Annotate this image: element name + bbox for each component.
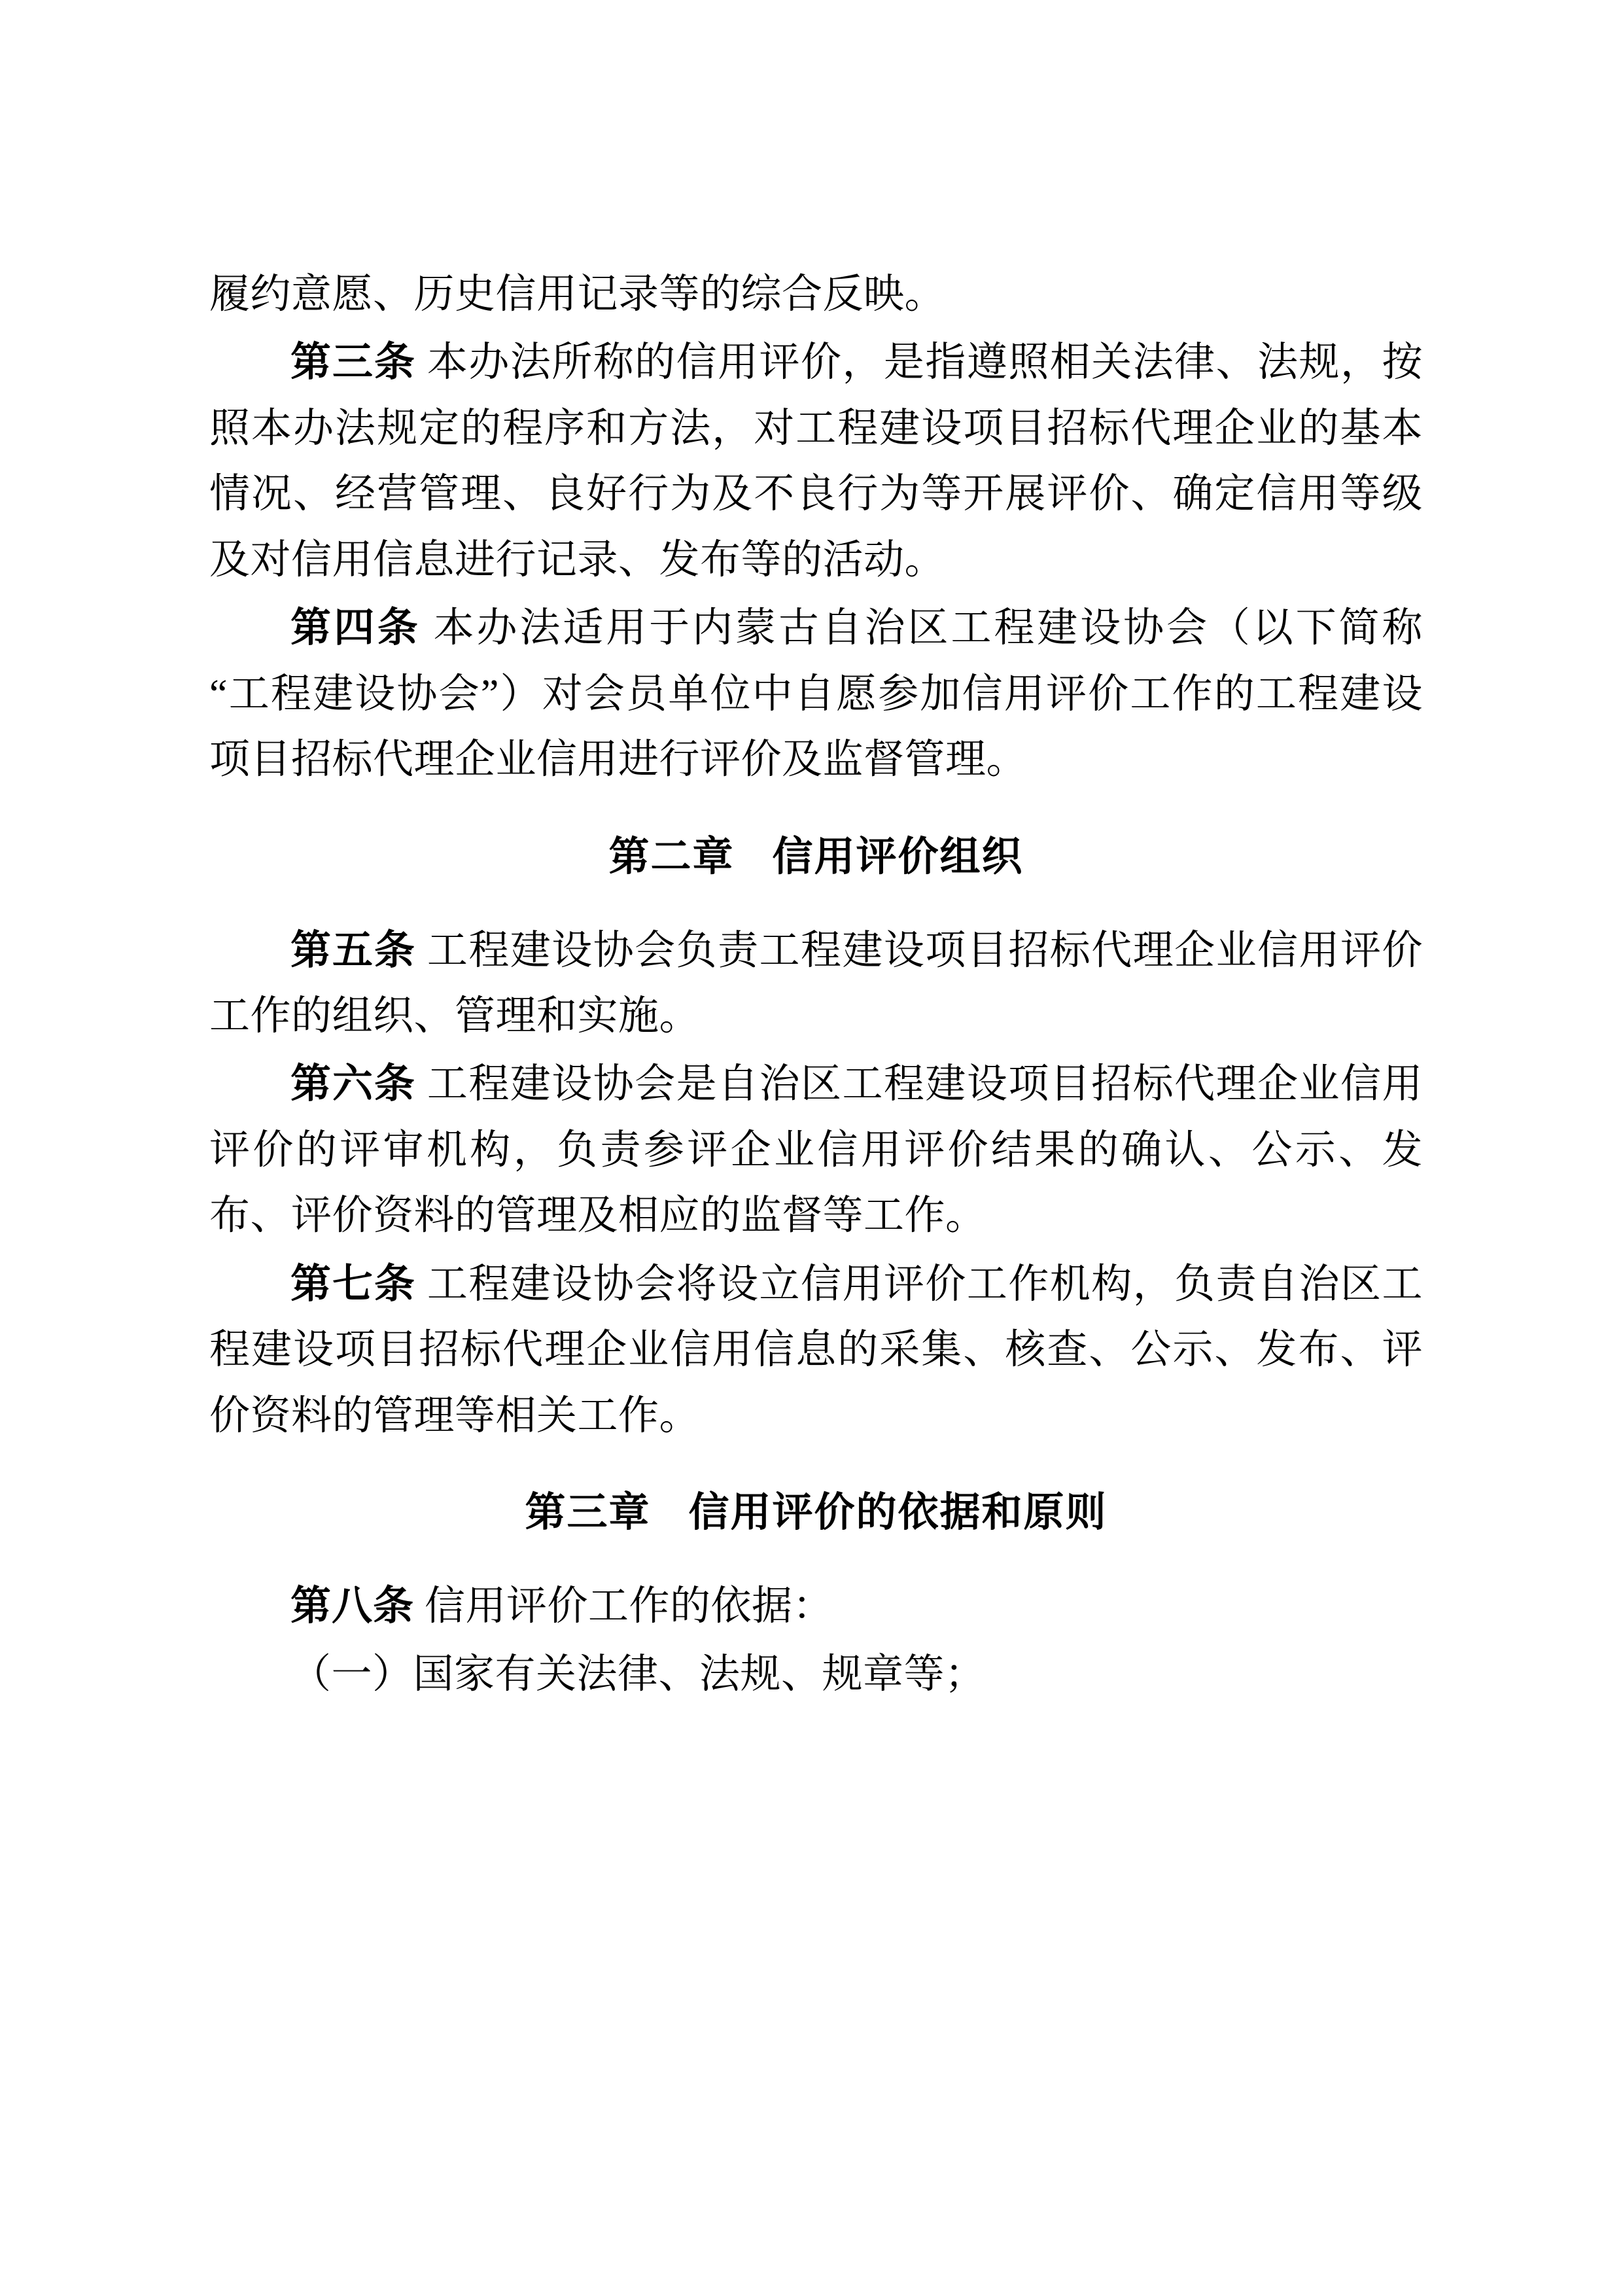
chapter-number: 第二章 [608,834,735,879]
article-label: 第八条 [290,1584,415,1629]
article-8 [209,1574,1423,1639]
chapter-heading-2 [209,827,1423,888]
article-text: 工程建设协会将设立信用评价工作机构，负责自治区工程建设项目招标代理企业信用信息的采集、核查、公示、发布、评价资料的管理等相关工作。 [209,1262,1423,1438]
article-text: 工程建设协会负责工程建设项目招标代理企业信用评价工作的组织、管理和实施。 [209,928,1423,1038]
article-5 [209,918,1423,1050]
article-label: 第六条 [290,1062,416,1107]
article-6 [209,1051,1423,1248]
article-text: 工程建设协会是自治区工程建设项目招标代理企业信用评价的评审机构，负责参评企业信用评价结果的确认、公示、发布、评价资料的管理及相应的监督等工作。 [209,1062,1423,1239]
article-8-item-1 [209,1642,1423,1707]
article-label: 第三条 [290,340,416,385]
list-item-text: （一）国家有关法律、法规、规章等； [290,1652,986,1697]
chapter-heading-3 [209,1483,1423,1544]
article-label: 第四条 [290,606,421,651]
article-label: 第七条 [290,1262,416,1307]
article-3 [209,330,1423,593]
chapter-number: 第三章 [525,1491,651,1535]
document-body [209,262,1423,1710]
article-4 [209,595,1423,792]
paragraph-text: 履约意愿、历史信用记录等的综合反映。 [209,272,946,317]
chapter-title: 信用评价组织 [772,834,1024,879]
paragraph-continuation [209,262,1423,327]
article-label: 第五条 [290,928,416,973]
article-text: 本办法所称的信用评价，是指遵照相关法律、法规，按照本办法规定的程序和方法，对工程建设项目招标代理企业的基本情况、经营管理、良好行为及不良行为等开展评价、确定信用等级及对信用信息进行记录、发布等的活动。 [209,340,1423,582]
article-7 [209,1252,1423,1449]
article-text: 信用评价工作的依据： [414,1584,834,1629]
chapter-title: 信用评价的依据和原则 [688,1491,1108,1535]
article-text: 本办法适用于内蒙古自治区工程建设协会（以下简称“工程建设协会”）对会员单位中自愿参加信用评价工作的工程建设项目招标代理企业信用进行评价及监督管理。 [209,606,1423,783]
